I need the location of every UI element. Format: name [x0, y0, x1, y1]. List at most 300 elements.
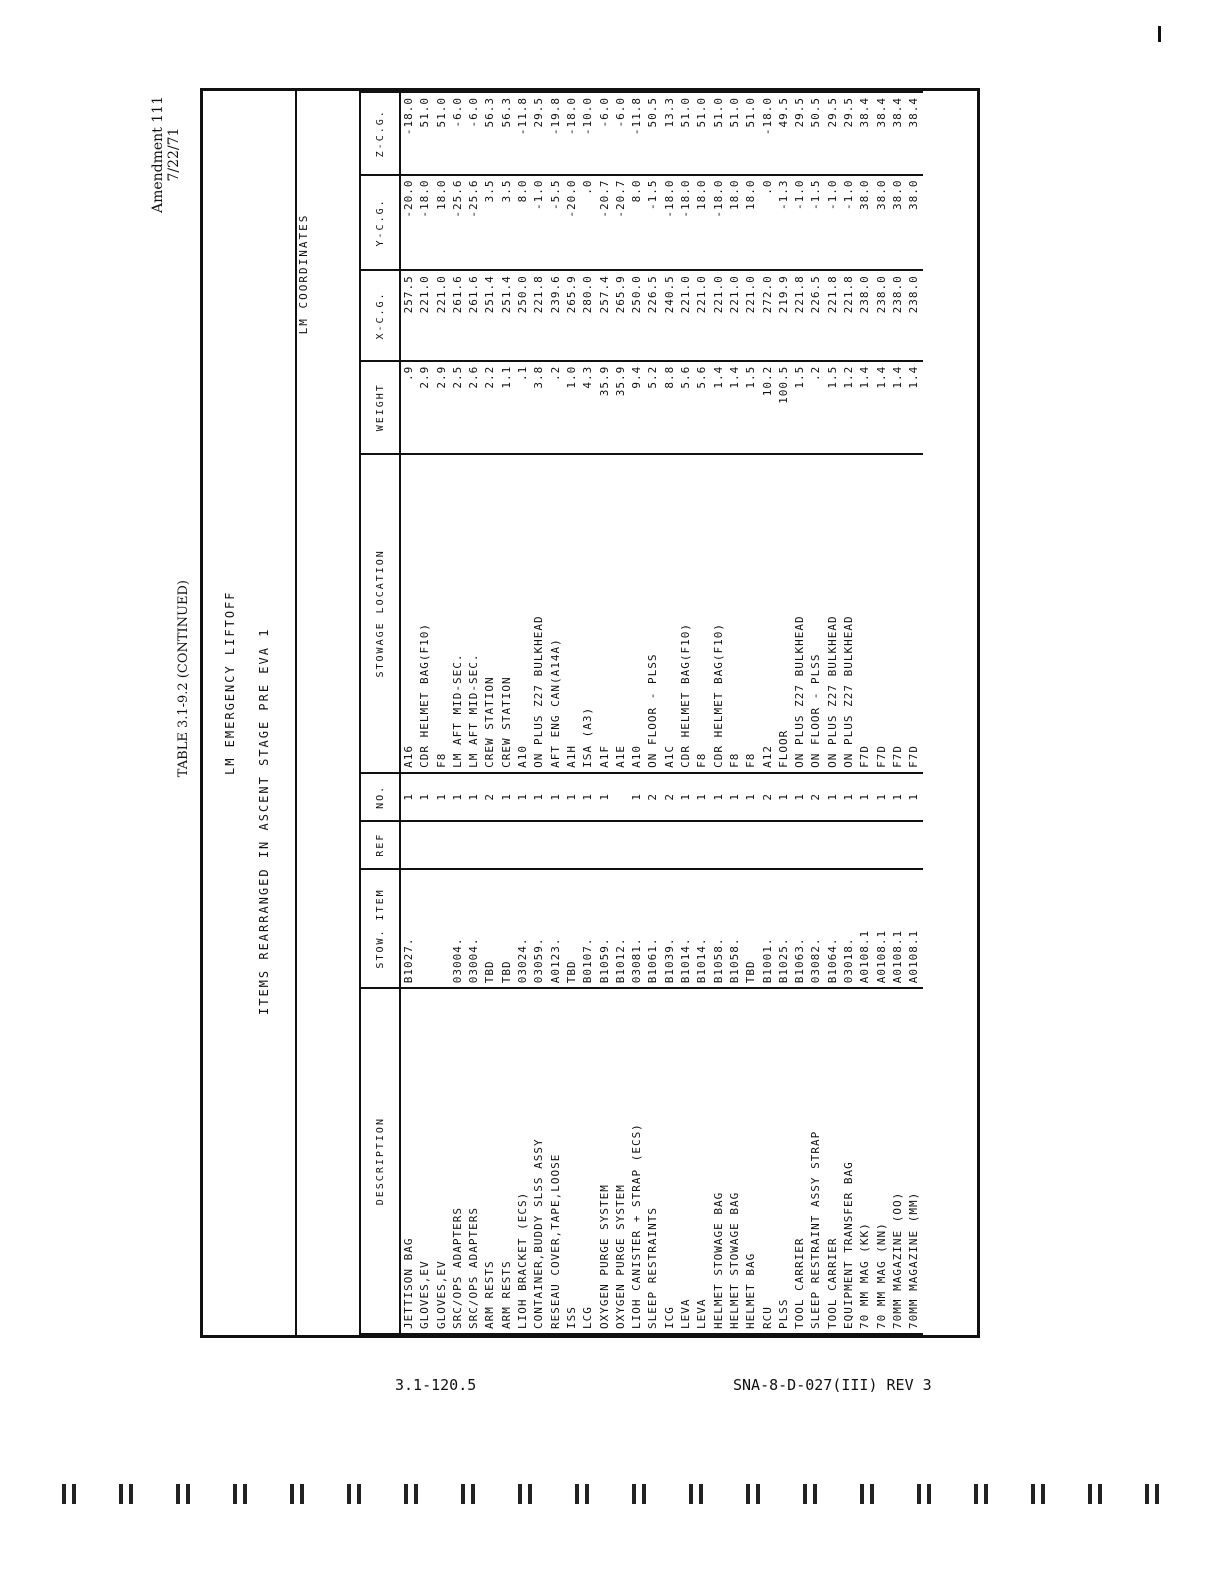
table-cell: 1.4	[890, 361, 906, 454]
table-cell	[597, 821, 613, 869]
table-cell: ON PLUS Z27 BULKHEAD	[825, 454, 841, 773]
edge-mark	[689, 1484, 703, 1504]
table-cell: A1C	[662, 454, 678, 773]
table-cell: F7D	[906, 454, 922, 773]
table-cell: 5.6	[694, 361, 710, 454]
table-cell: -18.0	[662, 175, 678, 271]
table-cell: ISA (A3)	[580, 454, 596, 773]
table-cell: 2.2	[482, 361, 498, 454]
table-row	[548, 92, 564, 1334]
table-cell: A1H	[564, 454, 580, 773]
table-cell: -1.5	[645, 175, 661, 271]
table-cell: 10.2	[760, 361, 776, 454]
table-cell: 9.4	[629, 361, 645, 454]
table-cell: 29.5	[792, 92, 808, 175]
table-cell: 38.4	[906, 92, 922, 175]
table-cell: 8.8	[662, 361, 678, 454]
table-cell: 70 MM MAG (NN)	[874, 988, 890, 1334]
table-cell: -1.0	[531, 175, 547, 271]
table-cell: B1027.	[400, 869, 417, 989]
table-cell: 1	[841, 773, 857, 821]
table-cell: B1058.	[711, 869, 727, 989]
table-cell	[499, 821, 515, 869]
table-cell	[874, 821, 890, 869]
table-cell: 1.4	[711, 361, 727, 454]
table-cell: 1	[727, 773, 743, 821]
table-row	[808, 92, 824, 1334]
table-cell: 239.6	[548, 270, 564, 360]
table-cell: 250.0	[629, 270, 645, 360]
table-cell: -1.0	[792, 175, 808, 271]
table-row	[400, 92, 417, 1334]
table-cell	[515, 821, 531, 869]
edge-mark	[461, 1484, 475, 1504]
table-cell: 2	[645, 773, 661, 821]
table-cell: 8.0	[515, 175, 531, 271]
edge-mark	[518, 1484, 532, 1504]
rotated-table	[200, 88, 980, 1338]
table-cell: 4.3	[580, 361, 596, 454]
table-cell: LEVA	[678, 988, 694, 1334]
edge-mark	[1031, 1484, 1045, 1504]
table-cell	[450, 821, 466, 869]
table-cell: CDR HELMET BAG(F10)	[678, 454, 694, 773]
edge-mark	[119, 1484, 133, 1504]
table-cell: HELMET STOWAGE BAG	[711, 988, 727, 1334]
table-cell: F8	[694, 454, 710, 773]
table-cell: 226.5	[645, 270, 661, 360]
table-cell: 272.0	[760, 270, 776, 360]
table-cell: 1	[417, 773, 433, 821]
table-cell: 03059.	[531, 869, 547, 989]
table-cell: 1	[825, 773, 841, 821]
table-cell: B1014.	[694, 869, 710, 989]
table-cell: -20.7	[613, 175, 629, 271]
table-cell: 51.0	[694, 92, 710, 175]
table-frame	[200, 88, 980, 1338]
table-cell: 29.5	[531, 92, 547, 175]
table-cell: GLOVES,EV	[417, 988, 433, 1334]
table-cell: LIOH CANISTER + STRAP (ECS)	[629, 988, 645, 1334]
column-header: STOWAGE LOCATION	[360, 454, 400, 773]
table-cell: HELMET STOWAGE BAG	[727, 988, 743, 1334]
table-cell: 03004.	[466, 869, 482, 989]
table-cell: -11.8	[629, 92, 645, 175]
table-cell: -25.6	[450, 175, 466, 271]
table-cell: ARM RESTS	[482, 988, 498, 1334]
table-cell: A1F	[597, 454, 613, 773]
table-cell: 03004.	[450, 869, 466, 989]
table-cell: 38.0	[874, 175, 890, 271]
table-cell: LIOH BRACKET (ECS)	[515, 988, 531, 1334]
table-row	[841, 92, 857, 1334]
table-cell: HELMET BAG	[743, 988, 759, 1334]
table-row	[678, 92, 694, 1334]
table-cell	[417, 869, 433, 989]
table-cell: 18.0	[727, 175, 743, 271]
table-row	[857, 92, 873, 1334]
edge-mark	[575, 1484, 589, 1504]
table-cell: TBD	[743, 869, 759, 989]
table-cell: 1	[678, 773, 694, 821]
table-cell	[694, 821, 710, 869]
table-cell: A0108.1	[857, 869, 873, 989]
table-row	[906, 92, 922, 1334]
table-cell: JETTISON BAG	[400, 988, 417, 1334]
table-cell: 51.0	[417, 92, 433, 175]
table-row	[499, 92, 515, 1334]
table-cell: PLSS	[776, 988, 792, 1334]
table-cell: 50.5	[645, 92, 661, 175]
table-cell: 38.0	[857, 175, 873, 271]
table-cell: B1064.	[825, 869, 841, 989]
table-cell: -18.0	[711, 175, 727, 271]
table-cell: -11.8	[515, 92, 531, 175]
table-row	[417, 92, 433, 1334]
table-row	[776, 92, 792, 1334]
table-cell: 1.5	[825, 361, 841, 454]
edge-mark	[917, 1484, 931, 1504]
table-cell: -6.0	[450, 92, 466, 175]
table-cell: A12	[760, 454, 776, 773]
table-cell: 251.4	[499, 270, 515, 360]
table-cell	[629, 821, 645, 869]
table-cell: -18.0	[400, 92, 417, 175]
table-cell	[792, 821, 808, 869]
table-cell: 1	[694, 773, 710, 821]
table-cell	[434, 821, 450, 869]
table-cell: 251.4	[482, 270, 498, 360]
table-cell: 221.0	[417, 270, 433, 360]
table-cell: CDR HELMET BAG(F10)	[417, 454, 433, 773]
table-cell: ICG	[662, 988, 678, 1334]
table-cell: F7D	[874, 454, 890, 773]
coordinates-label: LM COORDINATES	[297, 213, 310, 335]
table-cell: OXYGEN PURGE SYSTEM	[597, 988, 613, 1334]
table-cell: TOOL CARRIER	[825, 988, 841, 1334]
table-cell: TBD	[499, 869, 515, 989]
table-cell	[890, 821, 906, 869]
table-cell: 18.0	[694, 175, 710, 271]
table-cell	[548, 821, 564, 869]
table-cell: RESEAU COVER,TAPE,LOOSE	[548, 988, 564, 1334]
column-header: WEIGHT	[360, 361, 400, 454]
table-cell: AFT ENG CAN(A14A)	[548, 454, 564, 773]
table-cell: 2	[482, 773, 498, 821]
table-row	[890, 92, 906, 1334]
table-cell: ON PLUS Z27 BULKHEAD	[841, 454, 857, 773]
table-cell: 1	[515, 773, 531, 821]
page-number: 3.1-120.5	[395, 1376, 477, 1394]
table-row	[727, 92, 743, 1334]
table-cell: 13.3	[662, 92, 678, 175]
table-cell: -18.0	[417, 175, 433, 271]
column-header: NO.	[360, 773, 400, 821]
table-cell: -20.0	[564, 175, 580, 271]
table-cell: A0108.1	[890, 869, 906, 989]
table-cell: 1.2	[841, 361, 857, 454]
table-cell: 1.4	[906, 361, 922, 454]
table-cell: A1E	[613, 454, 629, 773]
table-cell: 1.4	[874, 361, 890, 454]
table-row	[597, 92, 613, 1334]
table-cell: A0108.1	[874, 869, 890, 989]
edge-mark	[803, 1484, 817, 1504]
table-cell: A16	[400, 454, 417, 773]
table-cell	[662, 821, 678, 869]
table-row	[874, 92, 890, 1334]
table-cell: CREW STATION	[482, 454, 498, 773]
table-cell: -1.5	[808, 175, 824, 271]
table-cell: 18.0	[743, 175, 759, 271]
table-body	[400, 92, 923, 1334]
table-cell: 03081.	[629, 869, 645, 989]
table-cell: 2	[808, 773, 824, 821]
table-cell: B0107.	[580, 869, 596, 989]
table-cell: B1012.	[613, 869, 629, 989]
table-cell: 50.5	[808, 92, 824, 175]
table-cell: -6.0	[597, 92, 613, 175]
table-cell: 1	[906, 773, 922, 821]
table-row	[694, 92, 710, 1334]
table-cell: 38.0	[890, 175, 906, 271]
table-row	[531, 92, 547, 1334]
table-cell: 221.8	[792, 270, 808, 360]
table-cell: FLOOR	[776, 454, 792, 773]
table-cell: -1.0	[825, 175, 841, 271]
table-cell: .2	[808, 361, 824, 454]
table-cell	[531, 821, 547, 869]
table-cell: 1	[776, 773, 792, 821]
table-cell: .1	[515, 361, 531, 454]
table-cell: 18.0	[434, 175, 450, 271]
table-cell	[613, 821, 629, 869]
table-cell: -20.0	[400, 175, 417, 271]
table-cell: 38.4	[857, 92, 873, 175]
table-cell: 1.4	[727, 361, 743, 454]
table-cell: 03018.	[841, 869, 857, 989]
table-cell: 221.8	[531, 270, 547, 360]
table-cell: 221.0	[678, 270, 694, 360]
table-cell: .2	[548, 361, 564, 454]
table-cell: ON FLOOR - PLSS	[808, 454, 824, 773]
table-cell: 221.0	[434, 270, 450, 360]
table-cell	[678, 821, 694, 869]
table-cell: TBD	[482, 869, 498, 989]
edge-mark	[860, 1484, 874, 1504]
table-cell	[466, 821, 482, 869]
table-cell: 221.0	[711, 270, 727, 360]
table-cell: SLEEP RESTRAINT ASSY STRAP	[808, 988, 824, 1334]
table-cell: -1.0	[841, 175, 857, 271]
table-cell: RCU	[760, 988, 776, 1334]
scan-edge-marks	[0, 1484, 1220, 1514]
table-cell: 70 MM MAG (KK)	[857, 988, 873, 1334]
table-cell: 1	[597, 773, 613, 821]
edge-mark	[1145, 1484, 1159, 1504]
table-cell: 29.5	[825, 92, 841, 175]
table-cell: 250.0	[515, 270, 531, 360]
table-cell: 1.1	[499, 361, 515, 454]
table-cell: 219.9	[776, 270, 792, 360]
table-cell: 51.0	[678, 92, 694, 175]
table-cell: SLEEP RESTRAINTS	[645, 988, 661, 1334]
table-cell: 2	[760, 773, 776, 821]
table-cell	[417, 821, 433, 869]
table-cell	[776, 821, 792, 869]
table-cell: 2	[662, 773, 678, 821]
table-cell	[613, 773, 629, 821]
table-row	[466, 92, 482, 1334]
table-cell: SRC/OPS ADAPTERS	[450, 988, 466, 1334]
table-cell: 221.0	[694, 270, 710, 360]
document-id: SNA-8-D-027(III) REV 3	[733, 1376, 932, 1394]
edge-mark	[1088, 1484, 1102, 1504]
edge-mark	[746, 1484, 760, 1504]
table-row	[580, 92, 596, 1334]
table-cell: 1.4	[857, 361, 873, 454]
amendment-date: 7/22/71	[166, 127, 182, 182]
table-cell: 1	[743, 773, 759, 821]
table-row	[645, 92, 661, 1334]
table-cell: B1025.	[776, 869, 792, 989]
table-cell: 1	[874, 773, 890, 821]
table-cell	[906, 821, 922, 869]
table-cell: 1.5	[743, 361, 759, 454]
table-cell: 240.5	[662, 270, 678, 360]
table-cell: 3.5	[482, 175, 498, 271]
scan-mark	[1158, 26, 1161, 42]
table-cell: 265.9	[613, 270, 629, 360]
table-cell: -6.0	[466, 92, 482, 175]
table-cell: 51.0	[434, 92, 450, 175]
table-cell: 51.0	[727, 92, 743, 175]
table-cell: -18.0	[564, 92, 580, 175]
table-cell: 5.6	[678, 361, 694, 454]
table-cell: SRC/OPS ADAPTERS	[466, 988, 482, 1334]
table-row	[662, 92, 678, 1334]
table-cell: CREW STATION	[499, 454, 515, 773]
table-cell: -1.3	[776, 175, 792, 271]
table-cell	[645, 821, 661, 869]
table-cell: 2.9	[417, 361, 433, 454]
column-header: DESCRIPTION	[360, 988, 400, 1334]
table-cell: ARM RESTS	[499, 988, 515, 1334]
table-cell: B1001.	[760, 869, 776, 989]
table-cell: 221.8	[841, 270, 857, 360]
table-cell: 35.9	[613, 361, 629, 454]
table-cell: F8	[743, 454, 759, 773]
table-cell: 238.0	[857, 270, 873, 360]
table-cell: 51.0	[743, 92, 759, 175]
table-cell: 03082.	[808, 869, 824, 989]
table-cell: ON PLUS Z27 BULKHEAD	[531, 454, 547, 773]
table-cell	[434, 869, 450, 989]
table-cell: ON FLOOR - PLSS	[645, 454, 661, 773]
table-cell: 1	[548, 773, 564, 821]
table-cell	[482, 821, 498, 869]
table-cell: F7D	[890, 454, 906, 773]
table-headings	[203, 91, 297, 1335]
table-cell: 2.9	[434, 361, 450, 454]
table-cell: 2.5	[450, 361, 466, 454]
table-cell: .0	[580, 175, 596, 271]
table-cell	[825, 821, 841, 869]
heading-line-2: ITEMS REARRANGED IN ASCENT STAGE PRE EVA 1	[257, 627, 271, 1015]
table-title: TABLE 3.1-9.2 (CONTINUED)	[176, 580, 191, 778]
table-cell: B1061.	[645, 869, 661, 989]
table-cell: 238.0	[874, 270, 890, 360]
table-cell: 261.6	[450, 270, 466, 360]
table-cell: 5.2	[645, 361, 661, 454]
table-cell: B1059.	[597, 869, 613, 989]
table-cell: -6.0	[613, 92, 629, 175]
table-cell: 70MM MAGAZINE (MM)	[906, 988, 922, 1334]
table-cell: .9	[400, 361, 417, 454]
table-row	[825, 92, 841, 1334]
table-cell: 1	[499, 773, 515, 821]
table-cell: -18.0	[678, 175, 694, 271]
table-cell: 70MM MAGAZINE (OO)	[890, 988, 906, 1334]
column-header: Y-C.G.	[360, 175, 400, 271]
table-row	[515, 92, 531, 1334]
table-cell: 1	[450, 773, 466, 821]
table-cell: -18.0	[760, 92, 776, 175]
table-cell: 1	[580, 773, 596, 821]
table-cell: 1	[531, 773, 547, 821]
coord-spacer-row	[295, 92, 360, 1334]
table-cell: 1.0	[564, 361, 580, 454]
edge-mark	[62, 1484, 76, 1504]
table-cell	[743, 821, 759, 869]
header-row	[360, 92, 400, 1334]
table-cell: 56.3	[482, 92, 498, 175]
table-cell: 38.0	[906, 175, 922, 271]
table-cell: B1014.	[678, 869, 694, 989]
table-cell: LM AFT MID-SEC.	[450, 454, 466, 773]
table-cell: B1063.	[792, 869, 808, 989]
table-cell: 280.0	[580, 270, 596, 360]
table-cell: A0108.1	[906, 869, 922, 989]
table-cell: 38.4	[890, 92, 906, 175]
table-cell: 03024.	[515, 869, 531, 989]
table-cell: B1058.	[727, 869, 743, 989]
table-cell: OXYGEN PURGE SYSTEM	[613, 988, 629, 1334]
table-cell	[841, 821, 857, 869]
table-cell: CDR HELMET BAG(F10)	[711, 454, 727, 773]
table-cell	[564, 821, 580, 869]
table-cell: 51.0	[711, 92, 727, 175]
table-row	[613, 92, 629, 1334]
table-row	[434, 92, 450, 1334]
table-cell: 1.5	[792, 361, 808, 454]
column-header: Z-C.G.	[360, 92, 400, 175]
table-cell: ISS	[564, 988, 580, 1334]
table-cell: LCG	[580, 988, 596, 1334]
heading-line-1: LM EMERGENCY LIFTOFF	[223, 590, 237, 775]
edge-mark	[347, 1484, 361, 1504]
table-cell: F8	[434, 454, 450, 773]
table-cell: 226.5	[808, 270, 824, 360]
table-cell: 1	[890, 773, 906, 821]
table-cell: 1	[400, 773, 417, 821]
table-row	[711, 92, 727, 1334]
table-cell: TBD	[564, 869, 580, 989]
table-cell: 3.5	[499, 175, 515, 271]
table-cell: ON PLUS Z27 BULKHEAD	[792, 454, 808, 773]
table-cell: 1	[629, 773, 645, 821]
table-cell: 29.5	[841, 92, 857, 175]
